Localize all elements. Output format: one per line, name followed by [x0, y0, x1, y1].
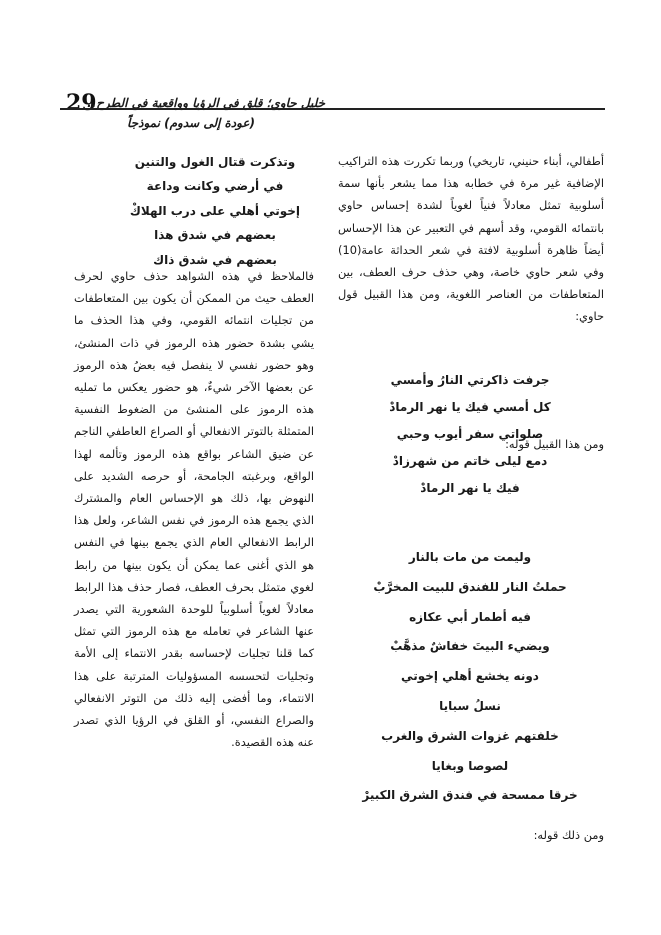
verse-line: وليمت من مات بالنار	[408, 550, 532, 564]
lead-in-1: ومن هذا القبيل قوله:	[505, 437, 604, 451]
verse-block-2	[350, 543, 590, 811]
verse-line: بعضهم في شدق ذاك	[153, 252, 277, 267]
verse-line: دونه يخشع أهلي إخوتي	[401, 669, 539, 684]
verse-line: جرفت ذاكرتي النارُ وأمسي	[390, 373, 550, 387]
verse-line: بعضهم في شدق هذا	[154, 228, 276, 243]
verse-line: ويضيء البيتَ خفاشٌ مذهَّبْ	[390, 639, 550, 654]
verse-line: خلفتهم غزوات الشرق والغرب	[381, 728, 559, 743]
verse-line: خرقا ممسحة في فندق الشرق الكبيرْ	[362, 788, 578, 803]
verse-line: في أرضي وكانت وداعة	[146, 179, 284, 194]
page-number: 29	[66, 90, 97, 116]
header-rule	[60, 108, 605, 110]
verse-line: صلواتي سفر أيوب وحبي	[396, 427, 544, 441]
running-title: خليل حاوي؛ قلق في الرؤيا وواقعية في الطرح..	[87, 96, 325, 110]
verse-block-top	[120, 150, 310, 272]
verse-line: لصوصا وبغايا	[431, 758, 509, 773]
verse-line: دمع ليلى خاتم من شهرزادْ	[392, 454, 548, 468]
right-column-paragraph: أطفالي، أبناء حنيني، تاريخي) وربما تكررت هذه التراكيب الإضافية غير مرة في خطابه هذا مما يشعر بأنها سمة أسلوبية تمثل معادلاً فنياً لغوياً لشدة إحساس حاوي بانتمائه القومي، وقد أسهم في التعبير عن هذا الإحساس أيضاً ظاهرة أسلوبية لافتة في شعر الحداثة عامة(10) وفي شعر حاوي خاصة، وهي حذف حرف العطف، بين المتعاطفات من العناصر اللغوية، ومن هذا القبيل قول حاوي:	[338, 154, 604, 324]
verse-line: فيه أطمار أبي عكازه	[409, 609, 531, 624]
lead-in-2: ومن ذلك قوله:	[533, 828, 604, 842]
verse-line: وتذكرت قتال الغول والتنين	[134, 155, 296, 169]
verse-line: كل أمسي فيك يا نهر الرمادْ	[389, 400, 551, 414]
verse-line: نسلُ سبايا	[439, 698, 501, 713]
verse-line: حملتُ النار للفندق للبيت المخرَّبْ	[373, 579, 567, 594]
verse-line: إخوتي أهلي على درب الهلاكْ	[129, 203, 301, 218]
running-subtitle: (عودة إلى سدوم) نموذجاً	[127, 116, 255, 130]
left-column-paragraph: فالملاحظ في هذه الشواهد حذف حاوي لحرف العطف حيث من الممكن أن يكون بين المتعاطفات من تجليات انتمائه القومي، وفي هذا الحذف ما يشي بشدة حضور هذه الرموز في ذات المنشئ، وهو حضور نفسي لا ينفصل فيه بعضُ هذه الرموز عن بعضها الآخر شيءٌ، هو حضور يعكس ما تمليه هذه الرموز على المنشئ من الضغوط النفسية المتمثلة بالتوتر الانفعالي أو الصراع العاطفي الناجم عن ضيق الشاعر بواقع هذه الرموز وتألمه لهذا الواقع، وبرغبته الجامحة، أو حرصه الشديد على النهوض بها، ذلك هو الإحساس العام والمشترك الذي يجمع هذه الرموز في نفس الشاعر، ولعل هذا الرابط الانفعالي العام الذي يجمع بينها في النفس هو الذي أغنى عما يمكن أن يكون بينها من رابط لغوي متمثل بحرف العطف، فصار حذف هذا الرابط معادلاً لغوياً أسلوبياً للوحدة الشعورية التي يصدر عنها الشاعر في تعامله مع هذه الرموز التي تمثل كما قلنا تجليات لإحساسه بقدر الانتماء إلى الأمة وتجليات لتحسسه المسؤوليات المترتبة على هذا الانتماء، وما أفضى إليه ذلك من التوتر الانفعالي والصراع النفسي، أو القلق في الرؤيا الذي تصدر عنه هذه القصيدة.	[74, 269, 314, 750]
verse-line: فيك يا نهر الرمادْ	[420, 481, 520, 495]
running-header	[87, 93, 325, 133]
